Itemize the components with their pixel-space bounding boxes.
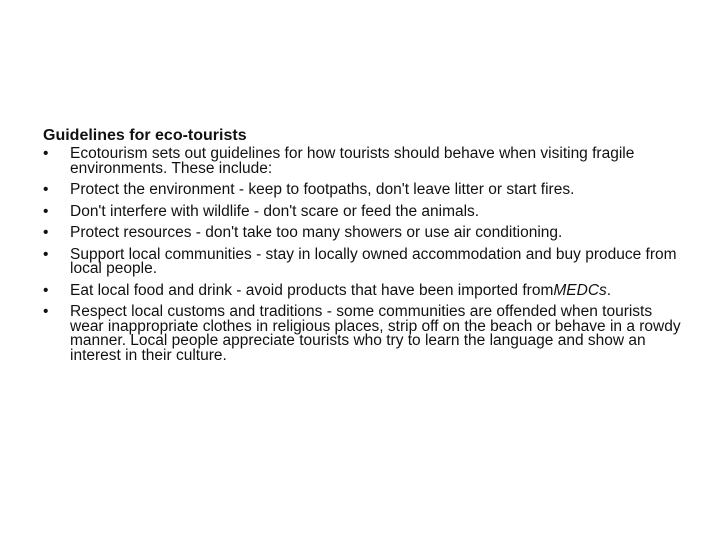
slide-content (43, 126, 688, 370)
list-item (43, 281, 688, 299)
list-item (43, 305, 688, 363)
list-item-text: Protect resources - don't take too many showers or use air conditioning. (70, 224, 563, 241)
list-item-text: Protect the environment - keep to footpaths, don't leave litter or start fires. (70, 181, 575, 198)
slide-heading: Guidelines for eco-tourists (43, 127, 247, 144)
list-item-text: Respect local customs and traditions - some communities are offended when tourists wear inappropriate clothes in religious places, strip off on the beach or behave in a rowdy manner. Local people appreciate tourists who try to learn the language and show an interest in their culture. (70, 303, 681, 364)
list-item-text (70, 282, 611, 299)
list-item-text: Don't interfere with wildlife - don't scare or feed the animals. (70, 202, 480, 220)
list-item (43, 226, 688, 241)
bullet-marker: • (43, 245, 49, 263)
list-item (43, 183, 688, 198)
list-item (43, 202, 688, 220)
bullet-marker: • (43, 181, 49, 198)
list-item-text-tail: . (606, 281, 612, 299)
list-item-text: Support local communities - stay in locally owned accommodation and buy produce from local people. (70, 245, 677, 277)
bullet-marker: • (43, 224, 49, 241)
list-item-text-main: Eat local food and drink - avoid products that have been imported from (70, 281, 554, 299)
bullet-marker: • (43, 145, 49, 162)
list-item (43, 147, 688, 176)
list-item-text: Ecotourism sets out guidelines for how tourists should behave when visiting fragile environments. These include: (70, 145, 635, 177)
bullet-marker: • (43, 303, 49, 320)
list-item-text-italic: MEDCs (553, 281, 607, 299)
bullet-marker: • (43, 202, 49, 220)
bullet-marker: • (43, 281, 49, 299)
guidelines-list (43, 147, 688, 363)
list-item (43, 245, 688, 277)
